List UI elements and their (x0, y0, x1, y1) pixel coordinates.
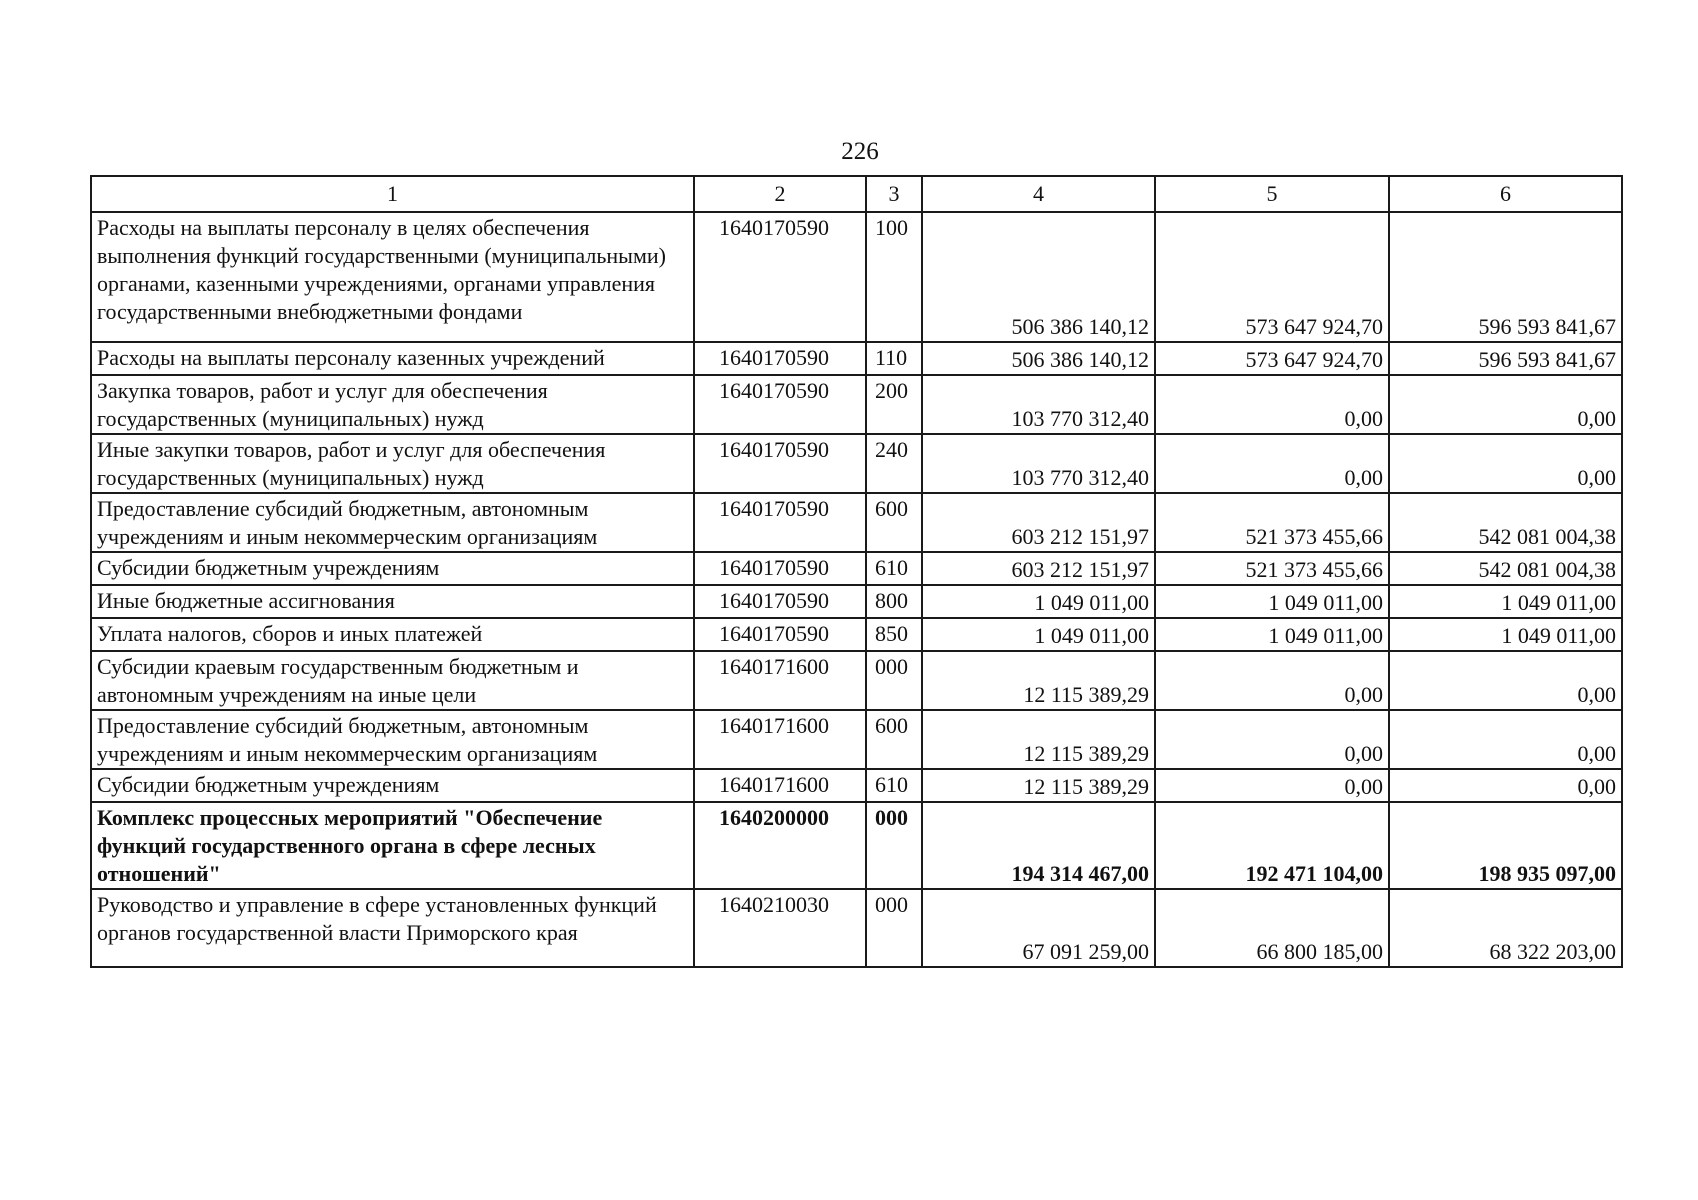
target-article-code-cell: 1640170590 (694, 434, 866, 493)
column-header: 1 (91, 176, 694, 212)
row-name-cell: Комплекс процессных мероприятий "Обеспечение функций государственного органа в сфере лесных отношений" (91, 802, 694, 889)
row-name-cell: Иные закупки товаров, работ и услуг для обеспечения государственных (муниципальных) нужд (91, 434, 694, 493)
table-row (91, 493, 1622, 552)
table-row (91, 342, 1622, 375)
column-header: 3 (866, 176, 922, 212)
amount-cell-col6: 596 593 841,67 (1389, 212, 1622, 342)
amount-cell-col6: 0,00 (1389, 651, 1622, 710)
row-name-cell: Субсидии краевым государственным бюджетным и автономным учреждениям на иные цели (91, 651, 694, 710)
table-row (91, 585, 1622, 618)
amount-cell-col4: 12 115 389,29 (922, 651, 1155, 710)
amount-cell-col5: 192 471 104,00 (1155, 802, 1389, 889)
amount-cell-col6: 198 935 097,00 (1389, 802, 1622, 889)
amount-cell-col5: 1 049 011,00 (1155, 585, 1389, 618)
target-article-code-cell: 1640170590 (694, 493, 866, 552)
amount-cell-col4: 67 091 259,00 (922, 889, 1155, 967)
amount-cell-col6: 542 081 004,38 (1389, 552, 1622, 585)
amount-cell-col6: 542 081 004,38 (1389, 493, 1622, 552)
table-row (91, 710, 1622, 769)
amount-cell-col6: 1 049 011,00 (1389, 585, 1622, 618)
row-name-cell: Предоставление субсидий бюджетным, автономным учреждениям и иным некоммерческим организациям (91, 493, 694, 552)
expense-type-code-cell: 850 (866, 618, 922, 651)
table-header-row (91, 176, 1622, 212)
amount-cell-col5: 521 373 455,66 (1155, 552, 1389, 585)
amount-cell-col5: 521 373 455,66 (1155, 493, 1389, 552)
expense-type-code-cell: 110 (866, 342, 922, 375)
target-article-code-cell: 1640171600 (694, 769, 866, 802)
target-article-code-cell: 1640170590 (694, 618, 866, 651)
row-name-cell: Руководство и управление в сфере установленных функций органов государственной власти Приморского края (91, 889, 694, 967)
amount-cell-col5: 1 049 011,00 (1155, 618, 1389, 651)
table-row (91, 552, 1622, 585)
row-name-cell: Расходы на выплаты персоналу в целях обеспечения выполнения функций государственными (муниципальными) органами, казенными учреждениями, органами управления государственными внебюджетными фондами (91, 212, 694, 342)
amount-cell-col4: 506 386 140,12 (922, 342, 1155, 375)
expense-type-code-cell: 200 (866, 375, 922, 434)
row-name-cell: Расходы на выплаты персоналу казенных учреждений (91, 342, 694, 375)
column-header: 2 (694, 176, 866, 212)
expense-type-code-cell: 000 (866, 889, 922, 967)
table-row (91, 434, 1622, 493)
expense-type-code-cell: 100 (866, 212, 922, 342)
amount-cell-col5: 573 647 924,70 (1155, 342, 1389, 375)
amount-cell-col5: 0,00 (1155, 375, 1389, 434)
table-row (91, 802, 1622, 889)
row-name-cell: Субсидии бюджетным учреждениям (91, 552, 694, 585)
target-article-code-cell: 1640170590 (694, 375, 866, 434)
expense-type-code-cell: 240 (866, 434, 922, 493)
amount-cell-col4: 506 386 140,12 (922, 212, 1155, 342)
page-number: 226 (841, 138, 879, 165)
amount-cell-col4: 12 115 389,29 (922, 769, 1155, 802)
target-article-code-cell: 1640170590 (694, 585, 866, 618)
amount-cell-col4: 194 314 467,00 (922, 802, 1155, 889)
amount-cell-col4: 1 049 011,00 (922, 585, 1155, 618)
expense-type-code-cell: 000 (866, 802, 922, 889)
target-article-code-cell: 1640170590 (694, 212, 866, 342)
expense-type-code-cell: 610 (866, 769, 922, 802)
column-header: 4 (922, 176, 1155, 212)
amount-cell-col4: 1 049 011,00 (922, 618, 1155, 651)
row-name-cell: Предоставление субсидий бюджетным, автономным учреждениям и иным некоммерческим организациям (91, 710, 694, 769)
table-row (91, 212, 1622, 342)
column-header: 6 (1389, 176, 1622, 212)
column-header: 5 (1155, 176, 1389, 212)
amount-cell-col5: 0,00 (1155, 710, 1389, 769)
amount-cell-col6: 0,00 (1389, 710, 1622, 769)
amount-cell-col6: 0,00 (1389, 434, 1622, 493)
expense-type-code-cell: 610 (866, 552, 922, 585)
amount-cell-col6: 68 322 203,00 (1389, 889, 1622, 967)
amount-cell-col6: 1 049 011,00 (1389, 618, 1622, 651)
amount-cell-col5: 0,00 (1155, 651, 1389, 710)
amount-cell-col4: 12 115 389,29 (922, 710, 1155, 769)
table-row (91, 618, 1622, 651)
amount-cell-col4: 103 770 312,40 (922, 375, 1155, 434)
amount-cell-col4: 603 212 151,97 (922, 552, 1155, 585)
expense-type-code-cell: 800 (866, 585, 922, 618)
target-article-code-cell: 1640170590 (694, 552, 866, 585)
row-name-cell: Уплата налогов, сборов и иных платежей (91, 618, 694, 651)
amount-cell-col6: 0,00 (1389, 769, 1622, 802)
amount-cell-col5: 0,00 (1155, 769, 1389, 802)
expense-type-code-cell: 600 (866, 493, 922, 552)
amount-cell-col5: 66 800 185,00 (1155, 889, 1389, 967)
amount-cell-col5: 0,00 (1155, 434, 1389, 493)
table-row (91, 375, 1622, 434)
row-name-cell: Субсидии бюджетным учреждениям (91, 769, 694, 802)
expense-type-code-cell: 000 (866, 651, 922, 710)
target-article-code-cell: 1640200000 (694, 802, 866, 889)
table-row (91, 889, 1622, 967)
row-name-cell: Закупка товаров, работ и услуг для обеспечения государственных (муниципальных) нужд (91, 375, 694, 434)
expense-type-code-cell: 600 (866, 710, 922, 769)
amount-cell-col6: 0,00 (1389, 375, 1622, 434)
table-row (91, 769, 1622, 802)
table-row (91, 651, 1622, 710)
amount-cell-col5: 573 647 924,70 (1155, 212, 1389, 342)
target-article-code-cell: 1640210030 (694, 889, 866, 967)
amount-cell-col4: 603 212 151,97 (922, 493, 1155, 552)
target-article-code-cell: 1640170590 (694, 342, 866, 375)
amount-cell-col6: 596 593 841,67 (1389, 342, 1622, 375)
amount-cell-col4: 103 770 312,40 (922, 434, 1155, 493)
target-article-code-cell: 1640171600 (694, 651, 866, 710)
row-name-cell: Иные бюджетные ассигнования (91, 585, 694, 618)
budget-table (90, 175, 1623, 968)
target-article-code-cell: 1640171600 (694, 710, 866, 769)
